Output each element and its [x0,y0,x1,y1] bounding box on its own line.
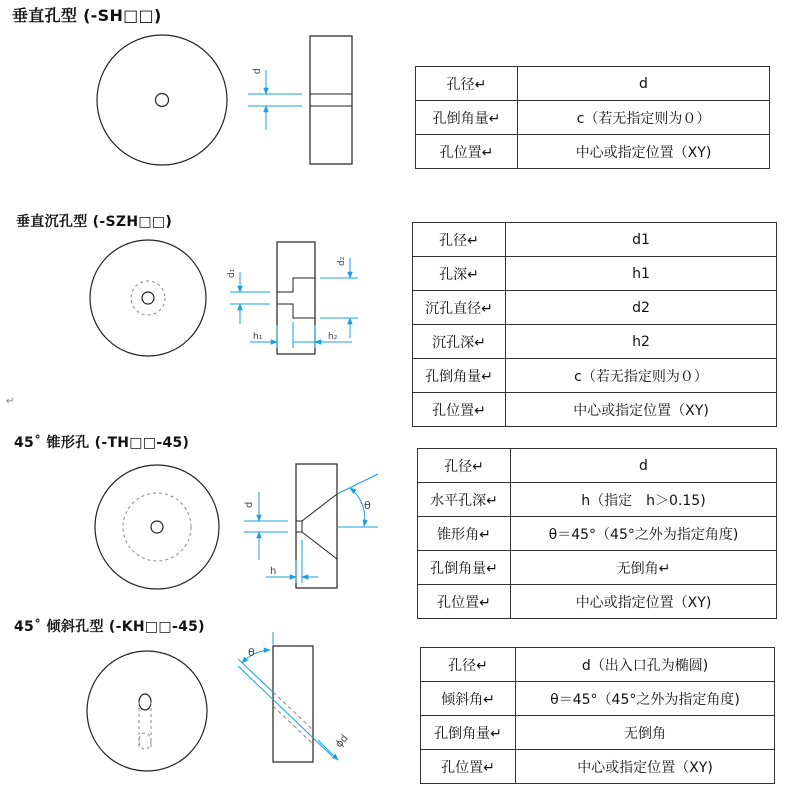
section-title-kh: 45˚ 倾斜孔型 (-KH□□-45) [14,619,205,635]
row-value: d（出入口孔为椭圆) [516,648,775,682]
spec-table-szh [412,222,777,427]
row-value: d1 [506,223,777,257]
row-label: 孔径↵ [413,223,506,257]
section-title-sh: 垂直孔型 (-SH□□) [12,6,162,25]
table-row [421,648,775,682]
sh-side-view [310,36,352,164]
szh-label-d1: d₁ [227,268,237,278]
row-value: 无倒角 [516,716,775,750]
row-label: 水平孔深↵ [418,483,511,517]
row-label: 孔倒角量↵ [421,716,516,750]
row-value: θ＝45°（45°之外为指定角度) [511,517,777,551]
table-row [413,325,777,359]
szh-side-view [277,242,315,354]
table-row [413,393,777,427]
row-value: d2 [506,291,777,325]
row-label: 孔倒角量↵ [413,359,506,393]
table-row [421,716,775,750]
th-front-view [95,465,219,589]
row-value: h（指定 h＞0.15) [511,483,777,517]
kh-side-view [273,646,313,762]
row-value: θ＝45°（45°之外为指定角度) [516,682,775,716]
row-label: 孔倒角量↵ [416,101,518,135]
kh-label-theta: θ [248,646,255,659]
th-label-d: d [244,501,255,508]
spec-table-th [417,448,777,619]
szh-label-h1: h₁ [253,332,263,342]
spec-table-kh [420,647,775,784]
paragraph-mark: ↵ [6,396,15,407]
section-title-szh: 垂直沉孔型 (-SZH□□) [16,214,173,230]
row-label: 孔位置↵ [413,393,506,427]
section-title-th: 45˚ 锥形孔 (-TH□□-45) [14,435,190,451]
table-row [421,750,775,784]
row-label: 孔位置↵ [421,750,516,784]
szh-dimensions [230,258,358,348]
kh-label-phid: ϕd [333,732,351,750]
row-label: 孔位置↵ [416,135,518,169]
row-label: 孔倒角量↵ [418,551,511,585]
th-dimensions [244,474,378,583]
th-label-theta: θ [364,499,371,512]
row-value: 中心或指定位置（XY) [511,585,777,619]
row-label: 锥形角↵ [418,517,511,551]
row-value: 中心或指定位置（XY) [518,135,770,169]
spec-table-sh [415,66,770,169]
table-row [418,517,777,551]
row-label: 孔径↵ [418,449,511,483]
table-row [418,483,777,517]
table-row [421,682,775,716]
table-row [413,291,777,325]
row-label: 沉孔深↵ [413,325,506,359]
row-value: c（若无指定则为０） [518,101,770,135]
row-value: d [511,449,777,483]
szh-front-view [90,240,206,356]
row-label: 孔径↵ [416,67,518,101]
table-row [416,67,770,101]
table-row [413,359,777,393]
table-row [418,551,777,585]
table-row [416,135,770,169]
row-label: 孔深↵ [413,257,506,291]
table-row [413,223,777,257]
th-label-h: h [270,566,277,577]
table-row [413,257,777,291]
row-value: 无倒角↵ [511,551,777,585]
szh-label-h2: h₂ [328,332,338,342]
sh-dimension-d [248,70,302,130]
kh-front-view [87,651,207,771]
row-value: d [518,67,770,101]
szh-label-d2: d₂ [337,256,347,266]
row-value: h2 [506,325,777,359]
sh-label-d: d [252,68,263,74]
table-row [416,101,770,135]
row-label: 孔径↵ [421,648,516,682]
row-value: c（若无指定则为０） [506,359,777,393]
sh-front-view [97,35,227,165]
row-value: h1 [506,257,777,291]
table-row [418,585,777,619]
table-row [418,449,777,483]
row-label: 倾斜角↵ [421,682,516,716]
row-label: 沉孔直径↵ [413,291,506,325]
row-label: 孔位置↵ [418,585,511,619]
row-value: 中心或指定位置（XY) [506,393,777,427]
row-value: 中心或指定位置（XY) [516,750,775,784]
